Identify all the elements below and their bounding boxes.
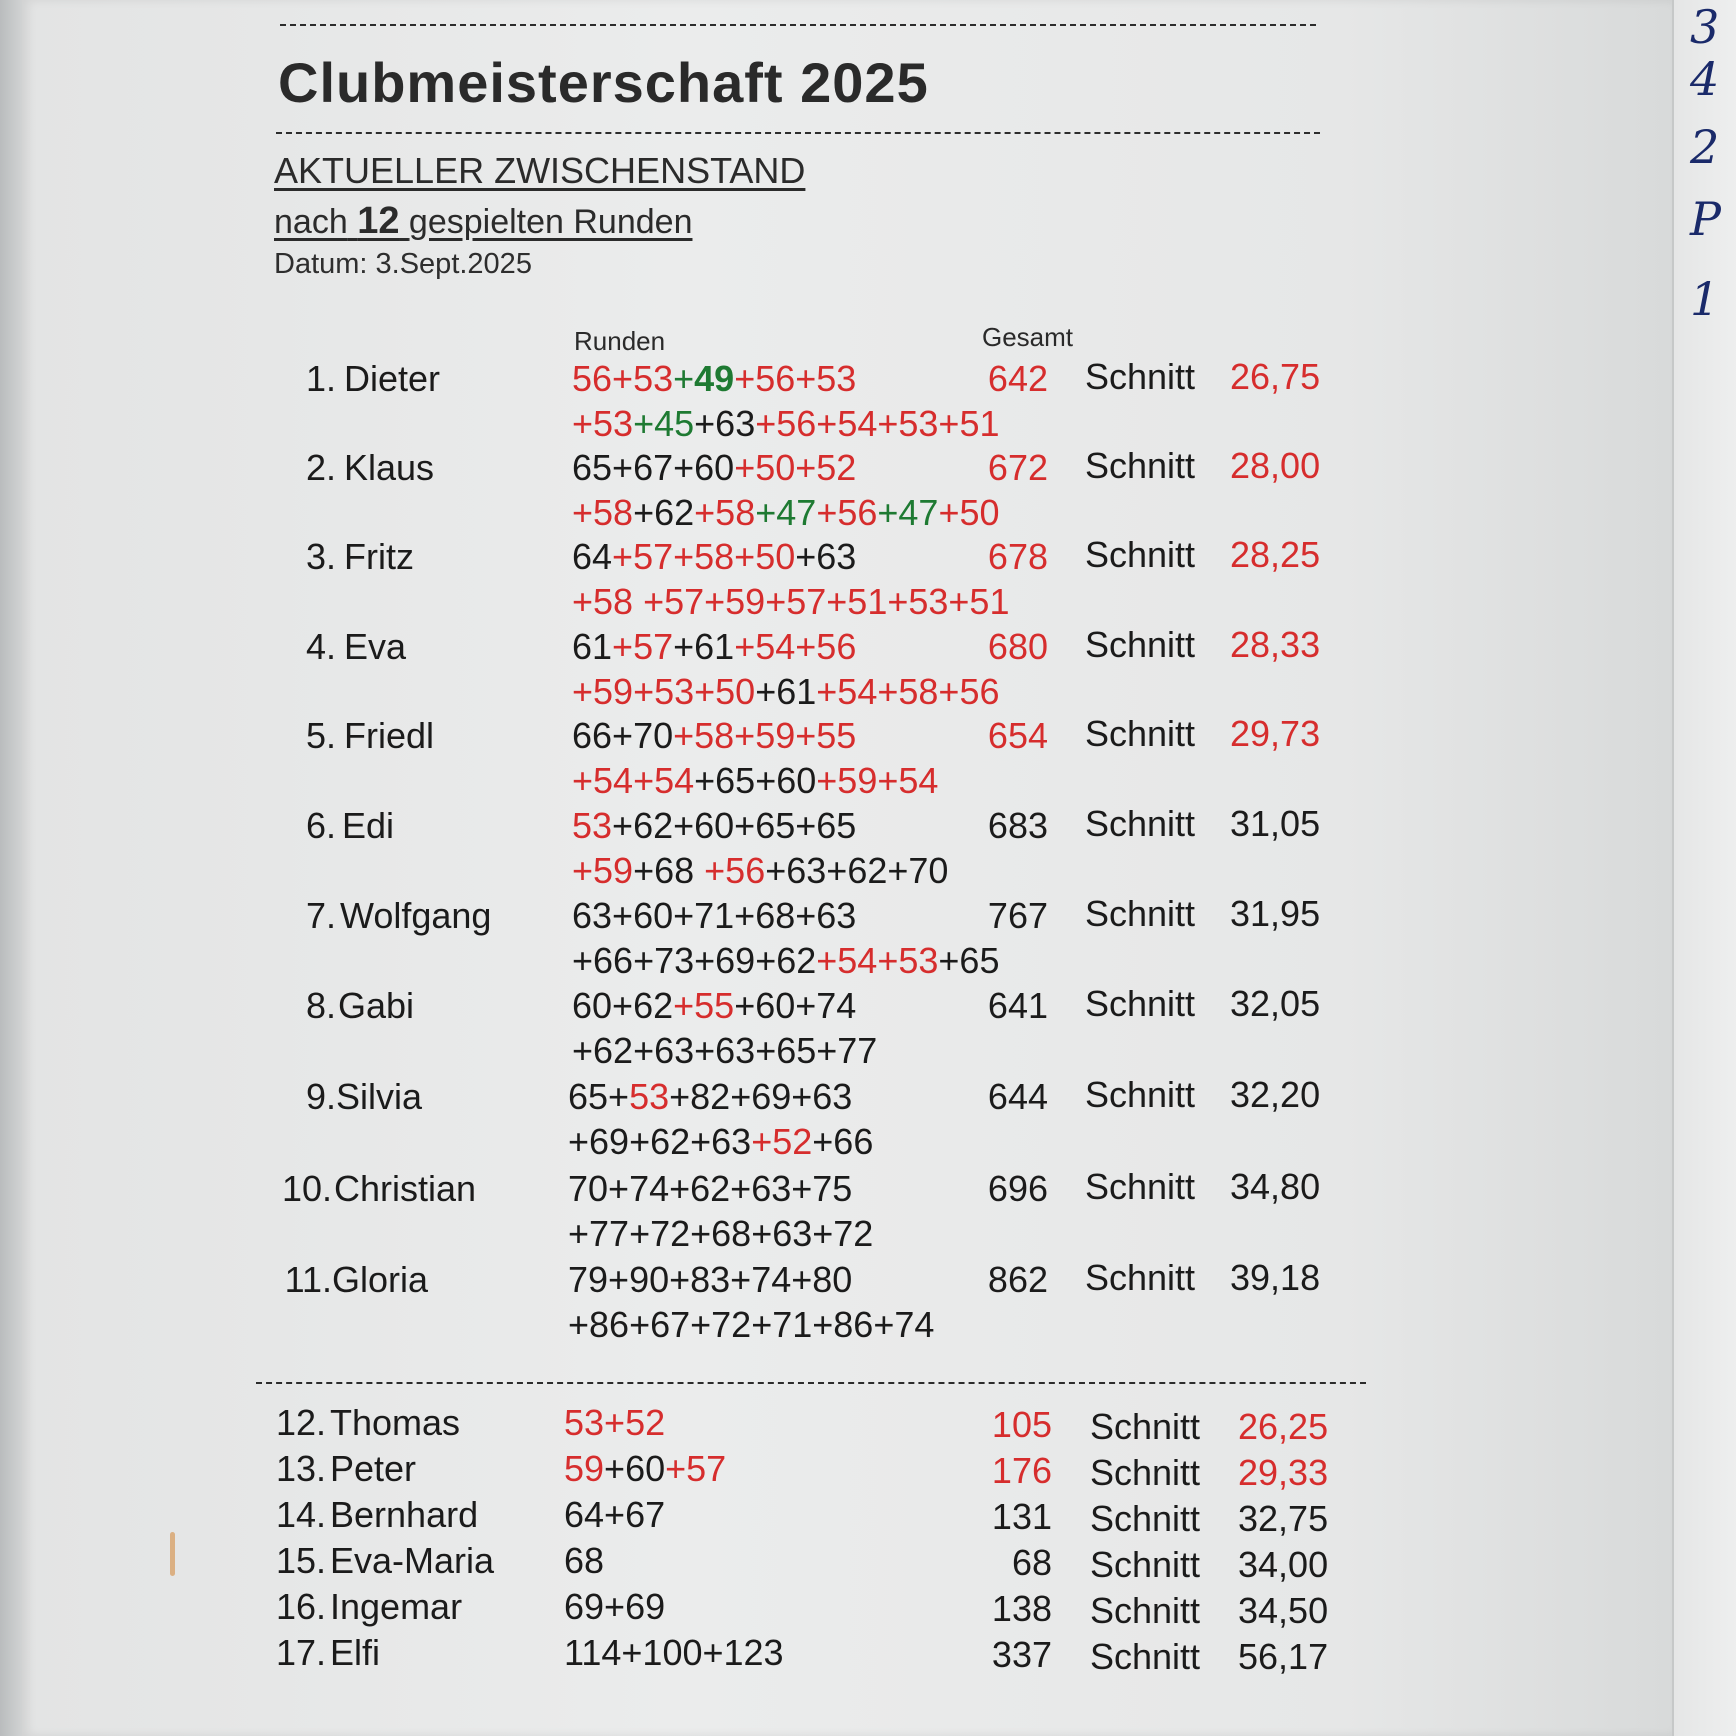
average-score: 32,05	[1230, 983, 1321, 1024]
score-segment: +65+60	[694, 760, 817, 801]
score-segment: 64	[572, 536, 613, 577]
table-row	[0, 1168, 1736, 1258]
table-row	[0, 1632, 1736, 1676]
table-row	[0, 715, 1736, 805]
average-score: 26,25	[1238, 1406, 1329, 1447]
score-segment: +54+58+56	[816, 671, 1000, 712]
score-segment: +54+53	[816, 940, 939, 981]
rounds-line	[564, 1540, 604, 1582]
score-segment: 64+67	[564, 1494, 666, 1535]
rank: 13.	[275, 1448, 326, 1489]
player-name: Thomas	[330, 1402, 461, 1443]
score-segment: +57	[665, 1448, 727, 1489]
average-score: 56,17	[1238, 1636, 1329, 1677]
total-score: 131	[991, 1496, 1052, 1537]
average-score: 29,33	[1238, 1452, 1329, 1493]
score-segment: 56+53	[572, 358, 674, 399]
score-segment: +62+63+63+65+77	[572, 1030, 878, 1071]
margin-note: 3	[1690, 0, 1720, 54]
score-segment: 60+62	[572, 985, 674, 1026]
average-label: Schnitt	[1090, 1636, 1201, 1677]
total-score: 678	[987, 536, 1048, 577]
rounds-line-2	[572, 581, 1009, 623]
subtitle: AKTUELLER ZWISCHENSTAND	[274, 150, 806, 191]
date-line: Datum: 3.Sept.2025	[274, 248, 532, 280]
average-score: 34,00	[1238, 1544, 1329, 1585]
average-score: 28,33	[1230, 624, 1321, 665]
total-score: 105	[991, 1404, 1052, 1445]
score-segment: +	[673, 358, 695, 399]
rounds-line-1	[572, 715, 856, 757]
table-row	[0, 805, 1736, 895]
rounds-line	[564, 1586, 665, 1628]
rounds-line	[564, 1632, 784, 1674]
rounds-line-2	[572, 850, 948, 892]
rank: 14.	[275, 1494, 326, 1535]
rounds-line-2	[568, 1304, 934, 1346]
score-segment: +57	[612, 626, 674, 667]
table-row	[0, 626, 1736, 716]
total-score: 176	[991, 1450, 1052, 1491]
average-label: Schnitt	[1085, 534, 1196, 575]
score-segment: +59+54	[816, 760, 939, 801]
score-segment: +59+53+50	[572, 671, 756, 712]
score-segment: 70+74+62+63+75	[568, 1168, 853, 1209]
rank: 6.	[305, 805, 336, 846]
score-segment: +63	[795, 536, 857, 577]
page-title: Clubmeisterschaft 2025	[278, 51, 929, 114]
average-score: 31,95	[1230, 893, 1321, 934]
rounds-line-2	[568, 1213, 873, 1255]
rank: 15.	[275, 1540, 326, 1581]
average-score: 34,80	[1230, 1166, 1321, 1207]
rounds-played	[274, 200, 692, 243]
player-name: Peter	[330, 1448, 417, 1489]
score-segment: +66+73+69+62	[572, 940, 817, 981]
total-score: 696	[987, 1168, 1048, 1209]
rounds-line-2	[572, 760, 938, 802]
rounds-suffix: gespielten Runden	[408, 203, 693, 241]
rank: 1.	[305, 358, 336, 399]
divider-title	[276, 132, 1320, 134]
score-segment: +63+62+70	[765, 850, 949, 891]
score-segment: +56	[816, 492, 878, 533]
score-segment: +58	[694, 492, 756, 533]
total-score: 138	[991, 1588, 1052, 1629]
rounds-line	[564, 1494, 665, 1536]
average-score: 32,75	[1238, 1498, 1329, 1539]
score-segment: +47	[877, 492, 939, 533]
rank: 12.	[275, 1402, 326, 1443]
rank: 9.	[305, 1076, 336, 1117]
score-segment: +86+67+72+71+86+74	[568, 1304, 935, 1345]
table-row	[0, 536, 1736, 626]
score-segment: 61	[572, 626, 613, 667]
average-label: Schnitt	[1085, 445, 1196, 486]
table-row	[0, 1076, 1736, 1166]
total-score: 680	[987, 626, 1048, 667]
table-row	[0, 1586, 1736, 1630]
average-score: 28,00	[1230, 445, 1321, 486]
rounds-line-2	[568, 1121, 873, 1163]
margin-note: P	[1690, 192, 1721, 246]
rounds-line-1	[572, 985, 856, 1027]
score-segment: 53	[572, 805, 613, 846]
column-header-rounds: Runden	[574, 326, 666, 356]
average-score: 31,05	[1230, 803, 1321, 844]
player-name: Gabi	[338, 985, 415, 1026]
total-score: 337	[991, 1634, 1052, 1675]
rounds-line-1	[572, 895, 856, 937]
score-segment: +45	[633, 403, 695, 444]
total-score: 767	[987, 895, 1048, 936]
table-row	[0, 985, 1736, 1075]
table-row	[0, 358, 1736, 448]
score-segment: +47	[755, 492, 817, 533]
score-segment: +65	[938, 940, 1000, 981]
total-score: 654	[987, 715, 1048, 756]
score-segment: +62+60+65+65	[612, 805, 857, 846]
average-label: Schnitt	[1085, 713, 1196, 754]
rounds-line-1	[572, 358, 856, 400]
average-label: Schnitt	[1085, 983, 1196, 1024]
rounds-line-2	[572, 403, 1000, 445]
average-score: 34,50	[1238, 1590, 1329, 1631]
average-label: Schnitt	[1085, 624, 1196, 665]
rounds-line-2	[572, 671, 999, 713]
total-score: 68	[1011, 1542, 1052, 1583]
table-row	[0, 895, 1736, 985]
player-name: Elfi	[330, 1632, 381, 1673]
score-segment: 66+70	[572, 715, 674, 756]
rank: 11.	[284, 1259, 332, 1300]
rounds-line-1	[572, 805, 856, 847]
player-name: Klaus	[344, 447, 435, 488]
score-segment: +54+56	[734, 626, 857, 667]
average-score: 29,73	[1230, 713, 1321, 754]
rounds-line-1	[568, 1168, 852, 1210]
average-score: 32,20	[1230, 1074, 1321, 1115]
rank: 8.	[305, 985, 336, 1026]
average-label: Schnitt	[1090, 1544, 1201, 1585]
rounds-line-1	[568, 1076, 852, 1118]
average-label: Schnitt	[1090, 1406, 1201, 1447]
player-name: Ingemar	[330, 1586, 463, 1627]
table-row	[0, 1540, 1736, 1584]
score-segment: +61	[755, 671, 817, 712]
rounds-line-2	[572, 940, 999, 982]
table-row	[0, 1402, 1736, 1446]
player-name: Dieter	[344, 358, 441, 399]
table-row	[0, 1494, 1736, 1538]
rank: 10.	[281, 1168, 332, 1209]
average-label: Schnitt	[1090, 1498, 1201, 1539]
total-score: 683	[987, 805, 1048, 846]
score-segment: 53	[629, 1076, 670, 1117]
player-name: Edi	[342, 805, 395, 846]
player-name: Fritz	[344, 536, 414, 577]
score-segment: +66	[812, 1121, 874, 1162]
rounds-line-2	[572, 1030, 877, 1072]
score-segment: 63+60+71+68+63	[572, 895, 857, 936]
average-label: Schnitt	[1090, 1452, 1201, 1493]
score-segment: 79+90+83+74+80	[568, 1259, 853, 1300]
score-segment: 59	[564, 1448, 605, 1489]
score-segment: +59	[572, 850, 634, 891]
pen-mark	[170, 1532, 175, 1576]
divider-top	[280, 24, 1316, 26]
score-segment: 68	[564, 1540, 605, 1581]
score-segment: +58+59+55	[673, 715, 857, 756]
player-name: Christian	[334, 1168, 477, 1209]
rounds-line	[564, 1448, 726, 1490]
total-score: 672	[987, 447, 1048, 488]
average-score: 28,25	[1230, 534, 1321, 575]
score-segment: 65+67+60	[572, 447, 735, 488]
score-segment: +57+58+50	[612, 536, 796, 577]
score-segment: +56	[704, 850, 766, 891]
rank: 16.	[275, 1586, 326, 1627]
margin-note: 4	[1690, 52, 1720, 106]
rank: 5.	[305, 715, 336, 756]
average-label: Schnitt	[1085, 1074, 1196, 1115]
rounds-prefix: nach	[274, 203, 348, 241]
score-segment: +56+53	[734, 358, 857, 399]
column-header-total: Gesamt	[982, 322, 1074, 352]
player-name: Bernhard	[330, 1494, 479, 1535]
score-segment: +55	[673, 985, 735, 1026]
average-label: Schnitt	[1085, 356, 1196, 397]
score-segment: +54+54	[572, 760, 695, 801]
rank: 4.	[305, 626, 336, 667]
average-label: Schnitt	[1085, 1257, 1196, 1298]
rounds-line-1	[572, 536, 856, 578]
rounds-line-1	[572, 626, 856, 668]
rounds-line-1	[568, 1259, 852, 1301]
rounds-count: 12	[357, 200, 400, 242]
score-segment: +56+54+53+51	[755, 403, 1000, 444]
total-score: 641	[987, 985, 1048, 1026]
rounds-line-1	[572, 447, 856, 489]
average-score: 39,18	[1230, 1257, 1321, 1298]
score-segment: 53+52	[564, 1402, 666, 1443]
score-segment: 69+69	[564, 1586, 666, 1627]
total-score: 862	[987, 1259, 1048, 1300]
score-segment: +52	[751, 1121, 813, 1162]
rounds-line	[564, 1402, 665, 1444]
rank: 7.	[305, 895, 336, 936]
score-segment: +82+69+63	[669, 1076, 853, 1117]
margin-note: 2	[1690, 120, 1720, 174]
rank: 3.	[305, 536, 336, 577]
table-row	[0, 1259, 1736, 1349]
score-segment: +60	[604, 1448, 666, 1489]
score-segment: +58 +57+59+57+51+53+51	[572, 581, 1010, 622]
average-label: Schnitt	[1085, 893, 1196, 934]
rounds-line-2	[572, 492, 1000, 534]
player-name: Eva	[344, 626, 407, 667]
score-segment: +68	[633, 850, 705, 891]
average-label: Schnitt	[1090, 1590, 1201, 1631]
score-segment: 49	[694, 358, 735, 399]
score-segment: +50+52	[734, 447, 857, 488]
score-segment: 114+100+123	[564, 1632, 784, 1673]
rank: 2.	[305, 447, 336, 488]
score-segment: +62	[633, 492, 695, 533]
player-name: Friedl	[344, 715, 435, 756]
score-segment: +50	[938, 492, 1000, 533]
table-row	[0, 1448, 1736, 1492]
score-segment: +63	[694, 403, 756, 444]
table-row	[0, 447, 1736, 537]
score-segment: +58	[572, 492, 634, 533]
total-score: 644	[987, 1076, 1048, 1117]
total-score: 642	[987, 358, 1048, 399]
score-segment: +53	[572, 403, 634, 444]
player-name: Gloria	[332, 1259, 429, 1300]
average-score: 26,75	[1230, 356, 1321, 397]
score-segment: 65+	[568, 1076, 630, 1117]
player-name: Wolfgang	[340, 895, 492, 936]
score-segment: +69+62+63	[568, 1121, 752, 1162]
score-segment: +77+72+68+63+72	[568, 1213, 874, 1254]
margin-note: 1	[1690, 272, 1720, 326]
average-label: Schnitt	[1085, 1166, 1196, 1207]
score-segment: +60+74	[734, 985, 857, 1026]
player-name: Eva-Maria	[330, 1540, 495, 1581]
divider-qualified	[256, 1382, 1366, 1384]
rank: 17.	[275, 1632, 326, 1673]
score-segment: +61	[673, 626, 735, 667]
player-name: Silvia	[336, 1076, 423, 1117]
average-label: Schnitt	[1085, 803, 1196, 844]
